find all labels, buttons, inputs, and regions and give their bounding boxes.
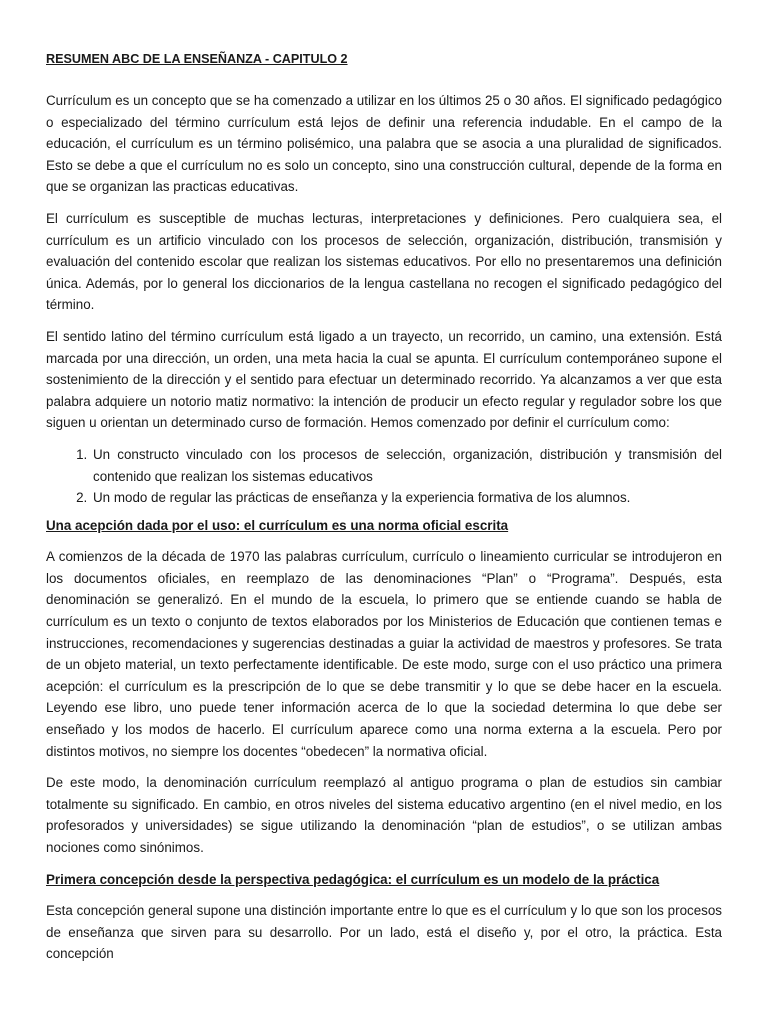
paragraph-intro-3: El sentido latino del término currículum está ligado a un trayecto, un recorrido, un camino, una extensión. Está marcada por una dirección, un orden, una meta hacia la cual se apunta. El currículum contemporáneo supone el sostenimiento de la dirección y el sentido para efectuar un determinado recorrido. Ya alcanzamos a ver que esta palabra adquiere un notorio matiz normativo: la intención de producir un efecto regular y regulador sobre los que siguen u orientan un determinado curso de formación. Hemos comenzado por definir el currículum como: [46,328,722,431]
paragraph-section-2-1: Esta concepción general supone una distinción importante entre lo que es el currículum y lo que son los procesos de enseñanza que sirven para su desarrollo. Por un lado, está el diseño y, por el otro, la práctica. Esta concepción [46,903,722,962]
definition-list [46,444,722,509]
document-title: RESUMEN ABC DE LA ENSEÑANZA - CAPITULO 2 [46,52,348,66]
paragraph-section-1-2: De este modo, la denominación currículum reemplazó al antiguo programa o plan de estudios sin cambiar totalmente su significado. En cambio, en otros niveles del sistema educativo argentino (en el nivel medio, en los profesorados y universidades) se sigue utilizando la denominación “plan de estudios”, o se utilizan ambas nociones como sinónimos. [46,775,722,855]
section-heading-2: Primera concepción desde la perspectiva pedagógica: el currículum es un modelo de la práctica [46,871,660,887]
paragraph-intro-2: El currículum es susceptible de muchas lecturas, interpretaciones y definiciones. Pero cualquiera sea, el currículum es un artificio vinculado con los procesos de selección, organización, distribución, transmisión y evaluación del contenido escolar que realizan los sistemas educativos. Por ello no presentaremos una definición única. Además, por lo general los diccionarios de la lengua castellana no recogen el significado pedagógico del término. [46,210,722,313]
paragraph-section-1-1: A comienzos de la década de 1970 las palabras currículum, currículo o lineamiento curricular se introdujeron en los documentos oficiales, en reemplazo de las denominaciones “Plan” o “Programa”. Después, esta denominación se generalizó. En el mundo de la escuela, lo primero que se entiende cuando se habla de currículum es un texto o conjunto de textos elaborados por los Ministerios de Educación que contienen temas e instrucciones, recomendaciones y sugerencias destinadas a guiar la actividad de maestros y profesores. Se trata de un objeto material, un texto perfectamente identificable. De este modo, surge con el uso práctico una primera acepción: el currículum es la prescripción de lo que se debe transmitir y lo que se debe hacer en la escuela. Leyendo ese libro, uno puede tener información acerca de lo que la sociedad determina lo que debe ser enseñado y los modos de hacerlo. El currículum aparece como una norma externa a la escuela. Pero por distintos motivos, no siempre los docentes “obedecen” la normativa oficial. [46,549,722,759]
list-item: 1. Un constructo vinculado con los procesos de selección, organización, distribución y transmisión del contenido que realizan los sistemas educativos [91,444,722,487]
paragraph-intro-1: Currículum es un concepto que se ha comenzado a utilizar en los últimos 25 o 30 años. El significado pedagógico o especializado del término currículum está lejos de definir una referencia indudable. En el campo de la educación, el currículum es un término polisémico, una palabra que se asocia a una pluralidad de significados. Esto se debe a que el currículum no es solo un concepto, sino una construcción cultural, depende de la forma en que se organizan las practicas educativas. [46,93,722,195]
list-item: 2. Un modo de regular las prácticas de enseñanza y la experiencia formativa de los alumnos. [91,487,722,509]
section-heading-1: Una acepción dada por el uso: el currículum es una norma oficial escrita [46,517,509,533]
